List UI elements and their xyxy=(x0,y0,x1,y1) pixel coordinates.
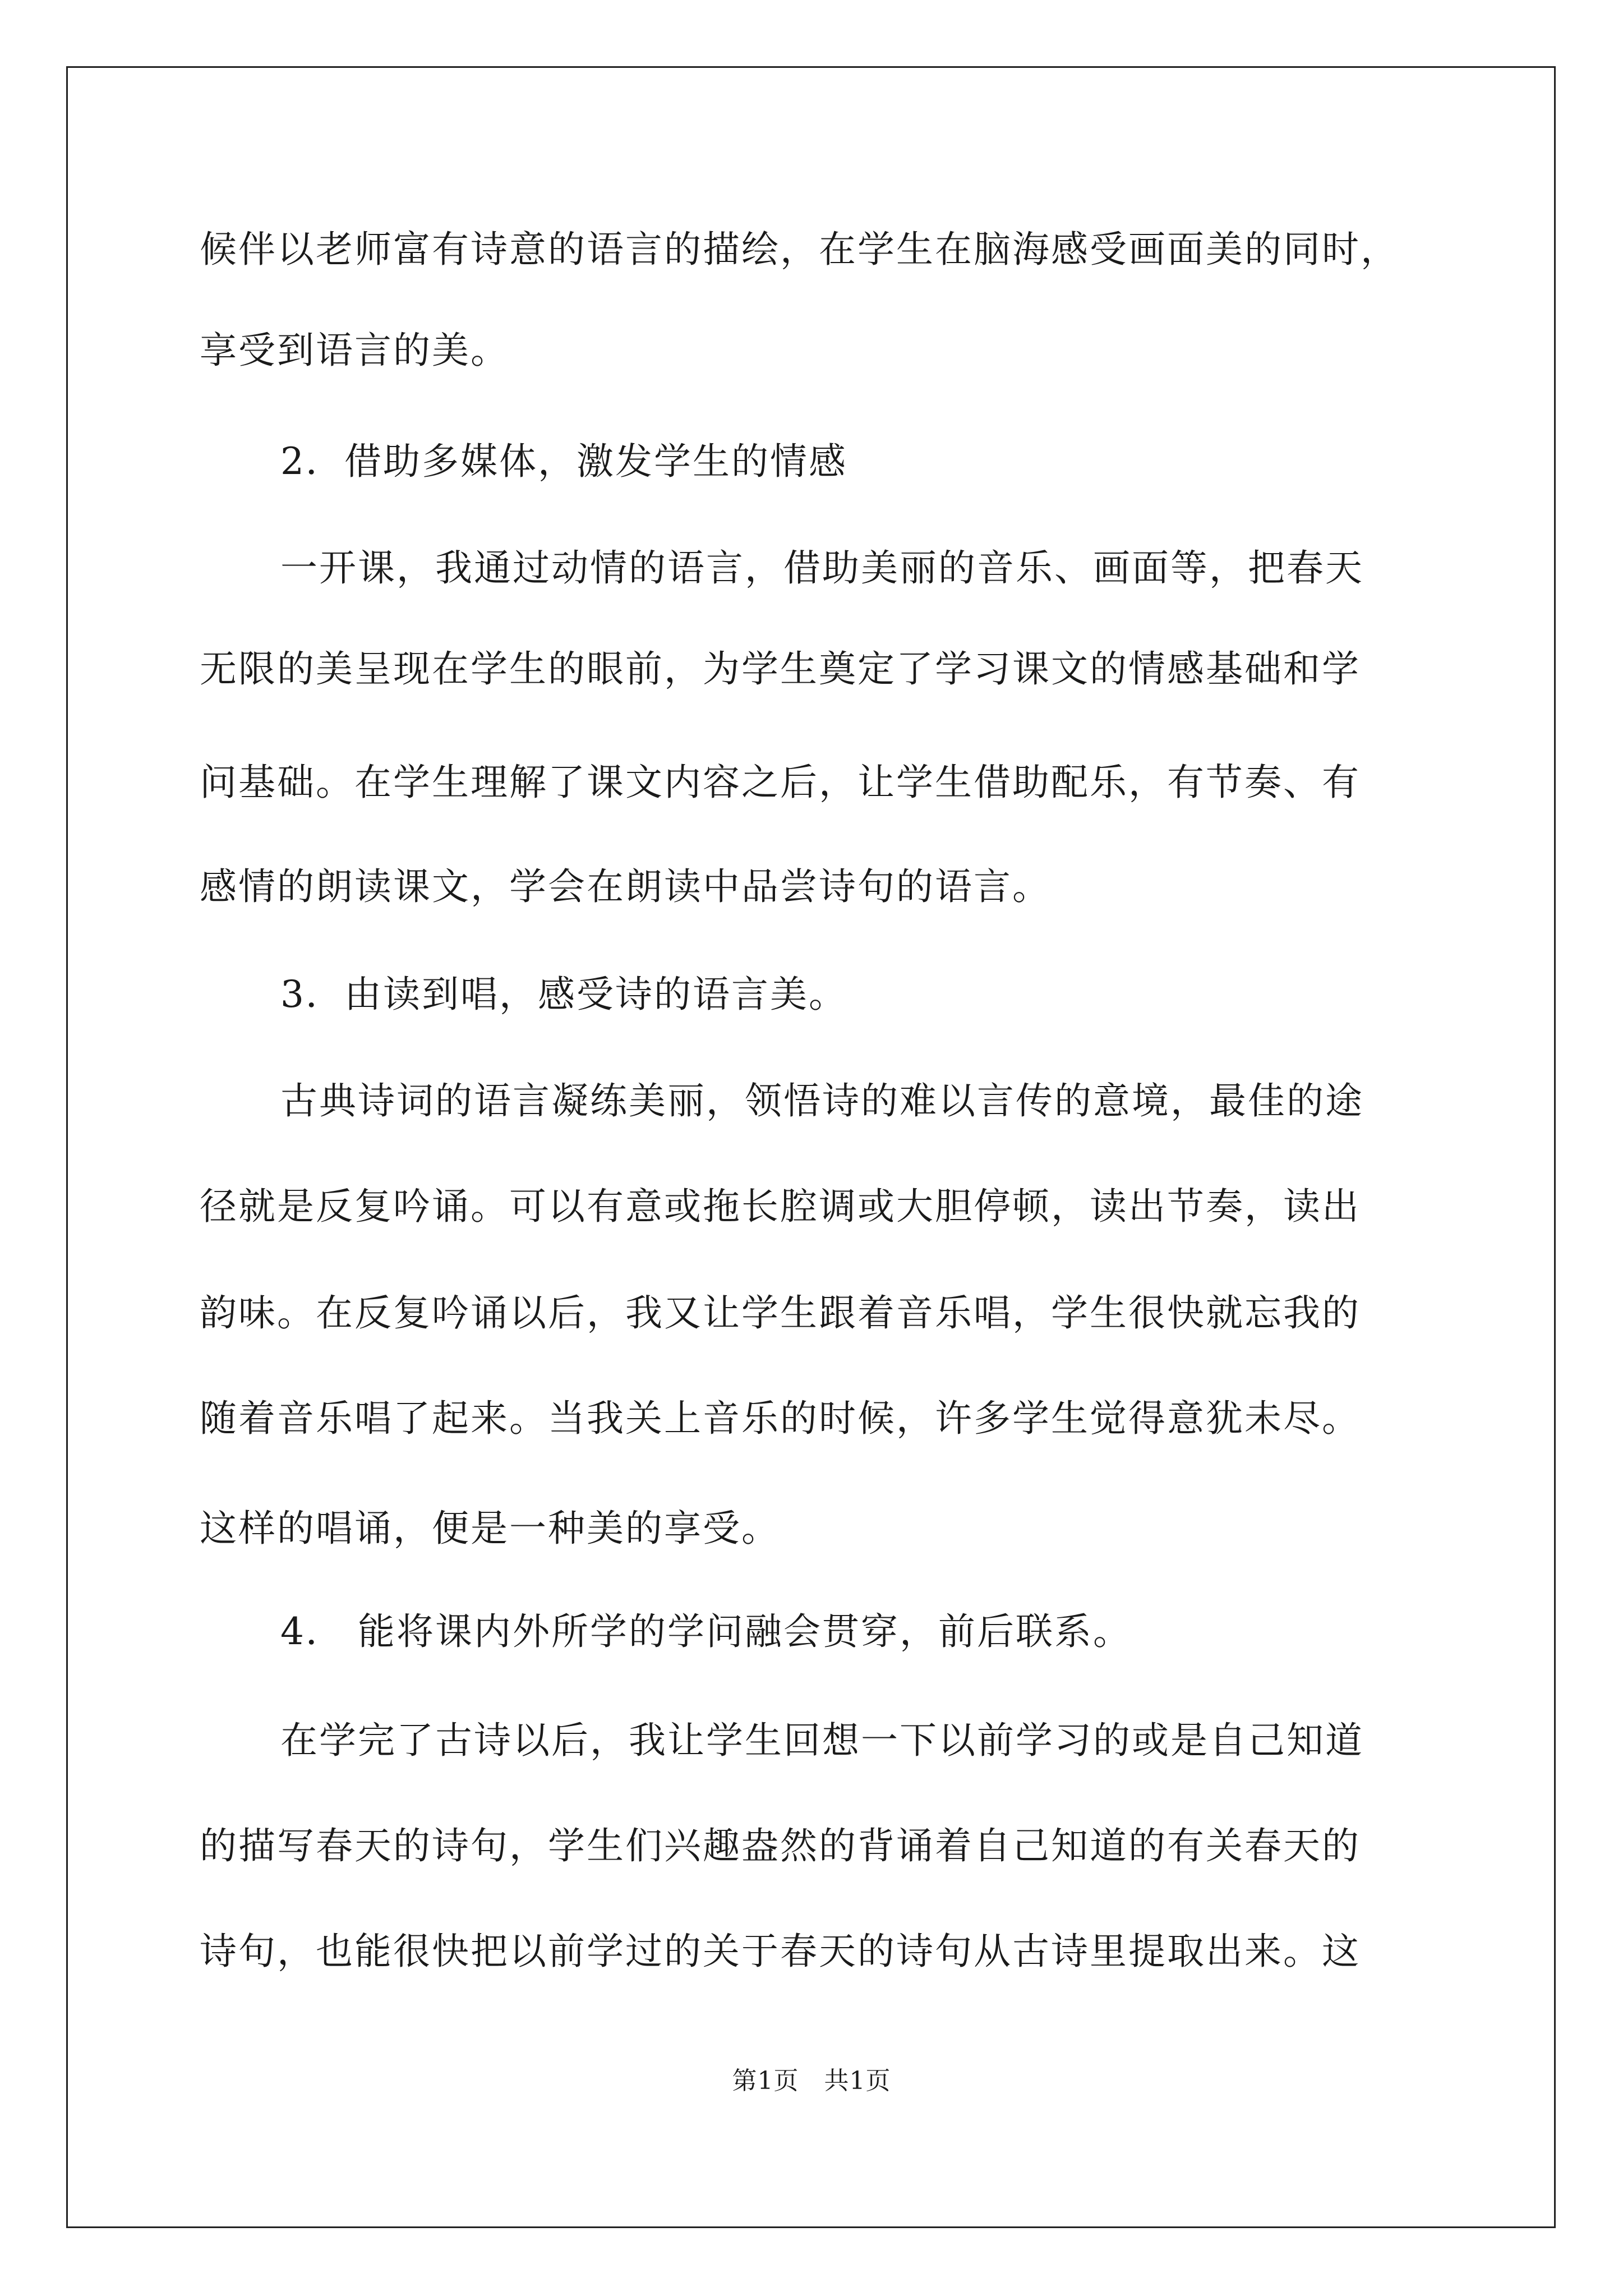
text-line: 古典诗词的语言凝练美丽，领悟诗的难以言传的意境，最佳的途 xyxy=(280,1079,1364,1122)
text-line: 享受到语言的美。 xyxy=(200,329,509,372)
text-line: 问基础。在学生理解了课文内容之后，让学生借助配乐，有节奏、有 xyxy=(200,761,1361,804)
text-line: 径就是反复吟诵。可以有意或拖长腔调或大胆停顿，读出节奏，读出 xyxy=(200,1185,1361,1228)
page-border xyxy=(66,66,1556,2228)
text-line: 候伴以老师富有诗意的语言的描绘，在学生在脑海感受画面美的同时， xyxy=(200,228,1399,271)
section-heading: 3．由读到唱，感受诗的语言美。 xyxy=(280,973,847,1016)
page-number-footer: 第1页 共1页 xyxy=(732,2067,891,2095)
section-heading: 4． 能将课内外所学的学问融会贯穿，前后联系。 xyxy=(280,1610,1132,1653)
text-line: 这样的唱诵，便是一种美的享受。 xyxy=(200,1507,780,1550)
text-line: 的描写春天的诗句，学生们兴趣盎然的背诵着自己知道的有关春天的 xyxy=(200,1824,1361,1867)
text-line: 感情的朗读课文，学会在朗读中品尝诗句的语言。 xyxy=(200,865,1051,908)
text-line: 在学完了古诗以后，我让学生回想一下以前学习的或是自己知道 xyxy=(280,1719,1364,1762)
text-line: 一开课，我通过动情的语言，借助美丽的音乐、画面等，把春天 xyxy=(280,546,1364,590)
text-line: 韵味。在反复吟诵以后，我又让学生跟着音乐唱，学生很快就忘我的 xyxy=(200,1291,1361,1335)
section-heading: 2．借助多媒体，激发学生的情感 xyxy=(280,440,847,483)
text-line: 随着音乐唱了起来。当我关上音乐的时候，许多学生觉得意犹未尽。 xyxy=(200,1397,1361,1440)
text-line: 无限的美呈现在学生的眼前，为学生奠定了学习课文的情感基础和学 xyxy=(200,647,1361,691)
text-line: 诗句，也能很快把以前学过的关于春天的诗句从古诗里提取出来。这 xyxy=(200,1930,1361,1973)
